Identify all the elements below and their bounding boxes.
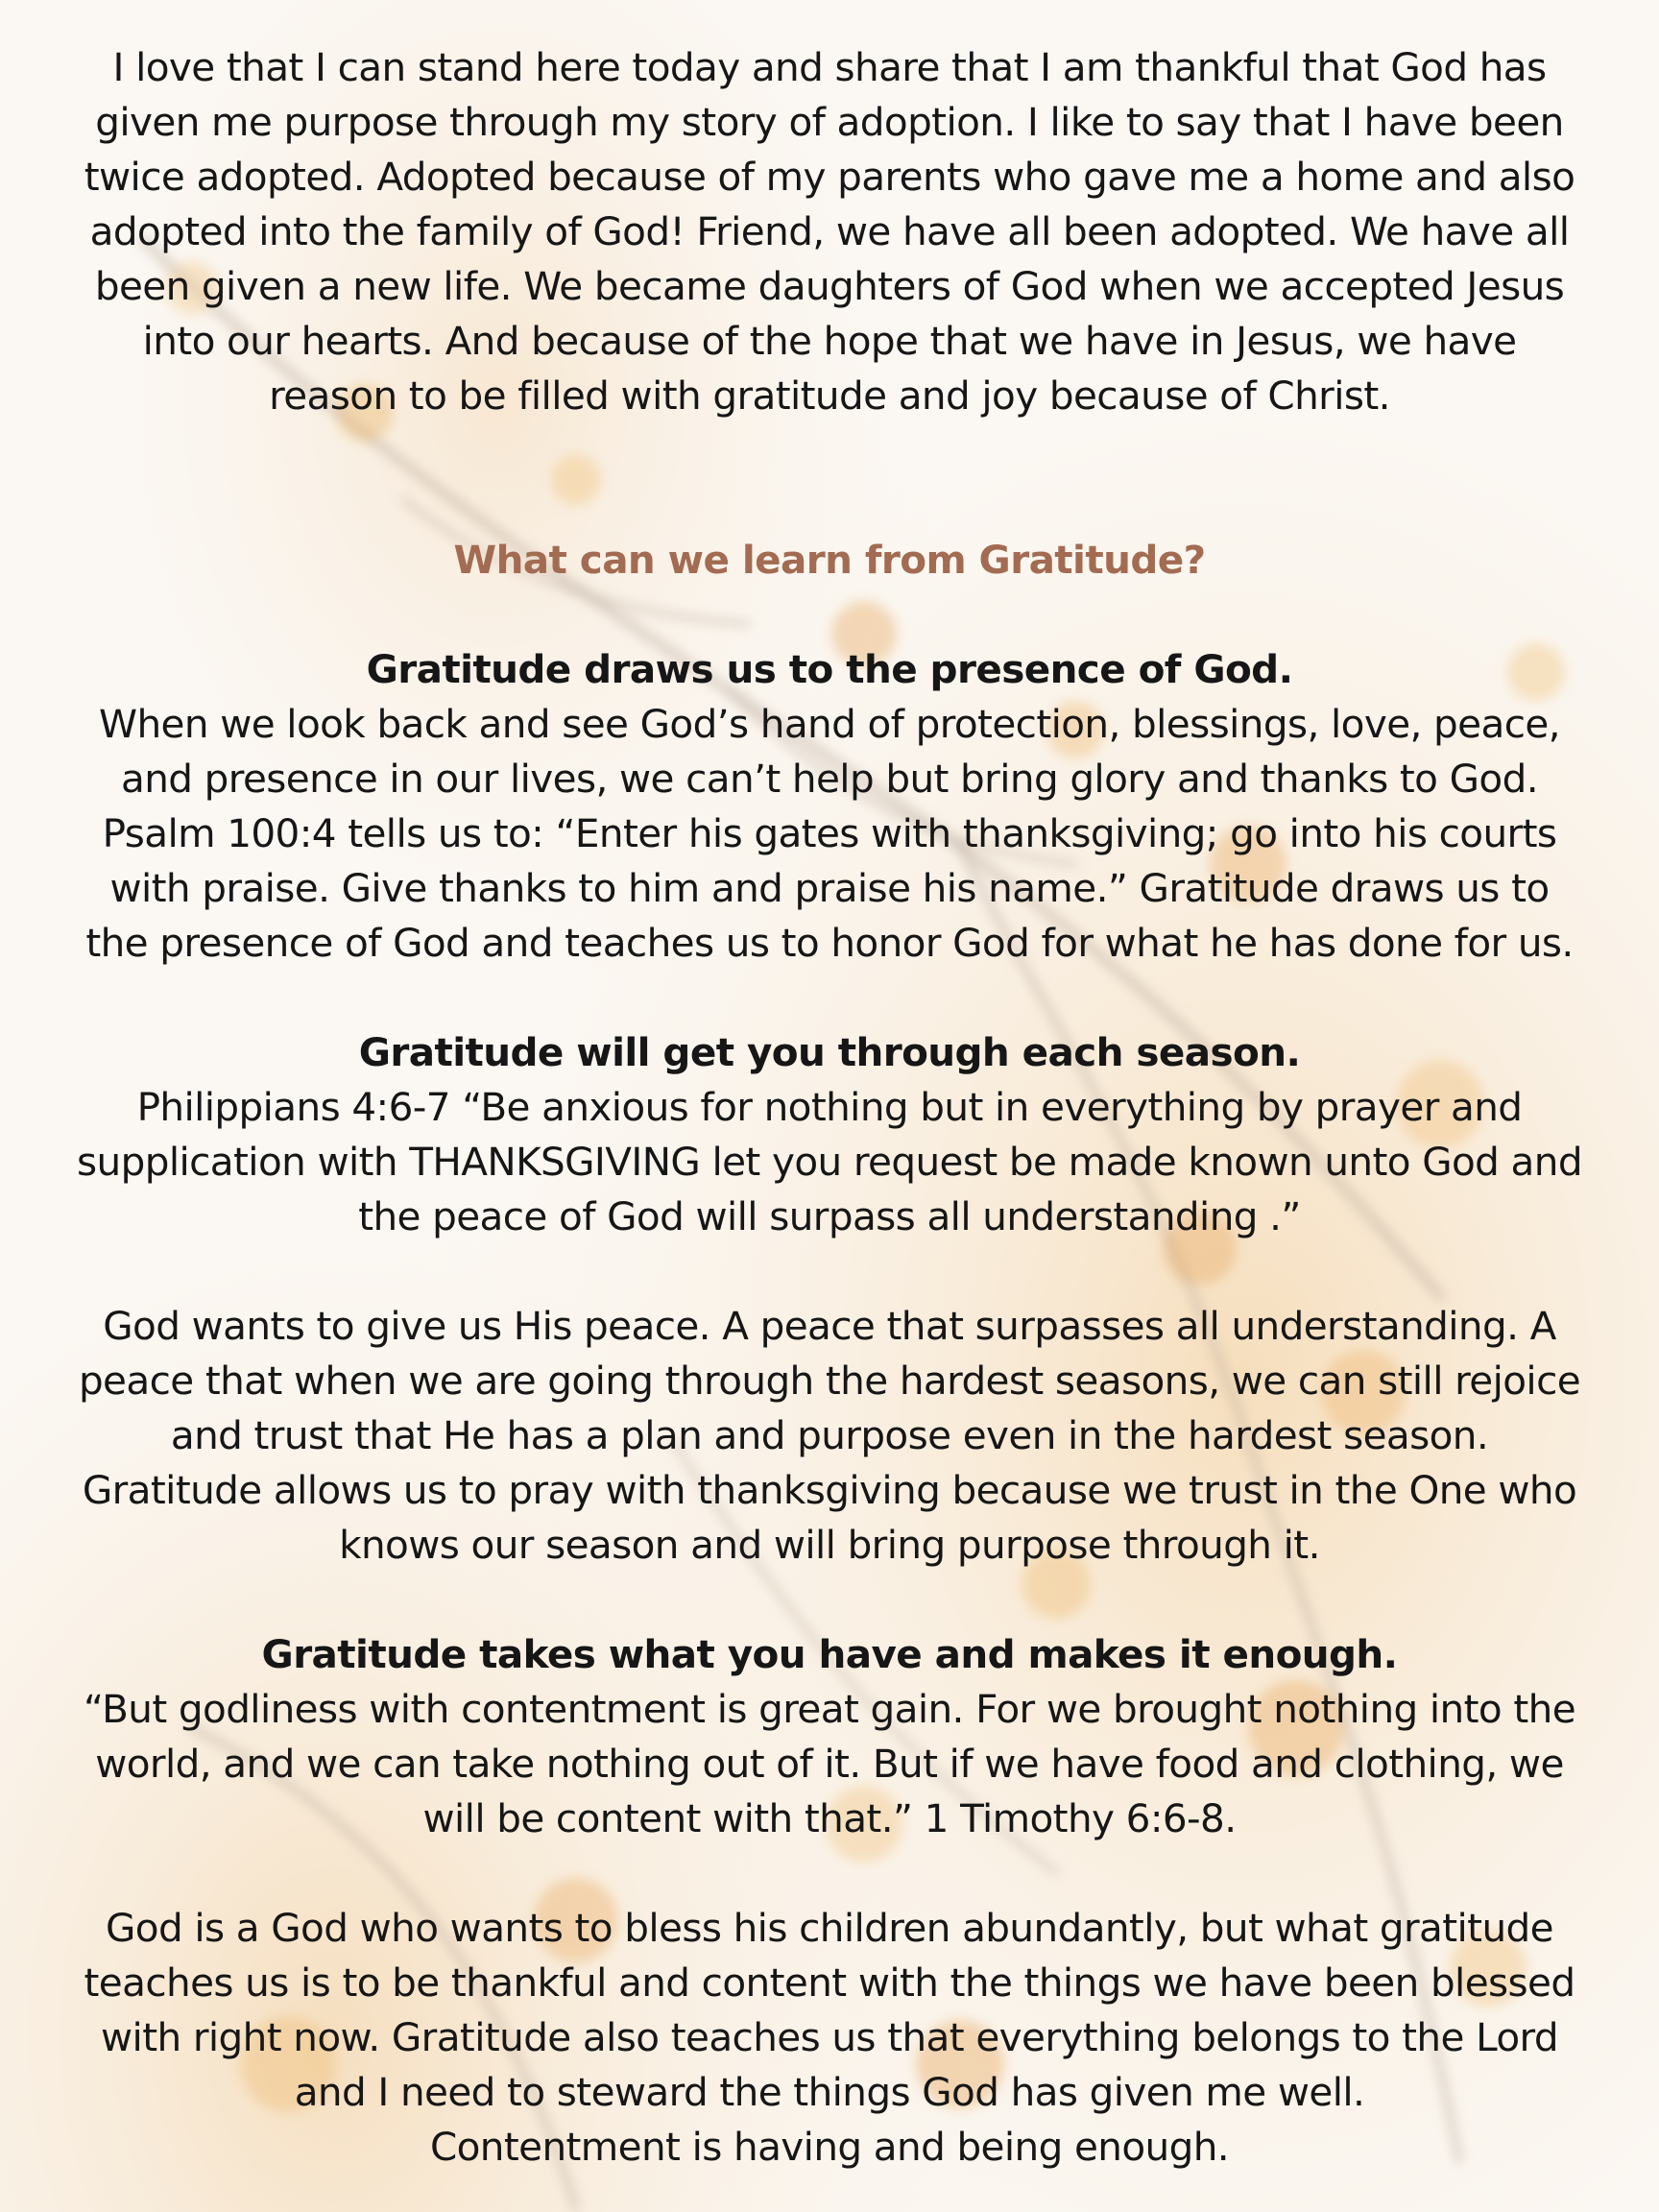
section-title: What can we learn from Gratitude? <box>453 537 1206 583</box>
point-body: Philippians 4:6-7 “Be anxious for nothing but in everything by prayer and supplication with THANKSGIVING let you request be made known unto God and the peace of God will surpass all understanding .” <box>77 1084 1582 1239</box>
closing-line: Contentment is having and being enough. <box>429 2124 1230 2170</box>
point-body-continued: God wants to give us His peace. A peace that surpasses all understanding. A peace that when we are going through the hardest seasons, we can still rejoice and trust that He has a plan and purpose even in the hardest season. Gratitude allows us to pray with thanksgiving because we trust in the One who knows our season and will bring purpose through it. <box>78 1303 1581 1568</box>
point-body: When we look back and see God’s hand of protection, blessings, love, peace, and presence in our lives, we can’t help but bring glory and thanks to God. Psalm 100:4 tells us to: “Enter his gates with thanksgiving; go into his courts with praise. Give thanks to him and praise his name.” Gratitude draws us to the presence of God and teaches us to honor God for what he has done for us. <box>85 701 1574 966</box>
intro-paragraph: I love that I can stand here today and share that I am thankful that God has given me purpose through my story of adoption. I like to say that I have been twice adopted. Adopted because of my parents who gave me a home and also adopted into the family of God! Friend, we have all been adopted. We have all been given a new life. We became daughters of God when we accepted Jesus into our hearts. And because of the hope that we have in Jesus, we have reason to be filled with gratitude and joy because of Christ. <box>84 44 1575 419</box>
spacer <box>77 1573 1582 1627</box>
point-heading: Gratitude will get you through each season. <box>358 1029 1301 1075</box>
point-body-continued: God is a God who wants to bless his children abundantly, but what gratitude teaches us is to be thankful and content with the things we have been blessed with right now. Gratitude also teaches us that everything belongs to the Lord and I need to steward the things God has given me well. <box>84 1905 1575 2115</box>
point-heading: Gratitude draws us to the presence of God. <box>366 646 1293 692</box>
spacer <box>77 423 1582 533</box>
spacer <box>77 1846 1582 1901</box>
spacer <box>77 588 1582 642</box>
point-body: “But godliness with contentment is great gain. For we brought nothing into the world, and we can take nothing out of it. But if we have food and clothing, we will be content with that.” 1 Timothy 6:6-8. <box>83 1686 1576 1841</box>
point-heading: Gratitude takes what you have and makes it enough. <box>261 1631 1398 1677</box>
spacer <box>77 971 1582 1025</box>
spacer <box>77 1244 1582 1299</box>
